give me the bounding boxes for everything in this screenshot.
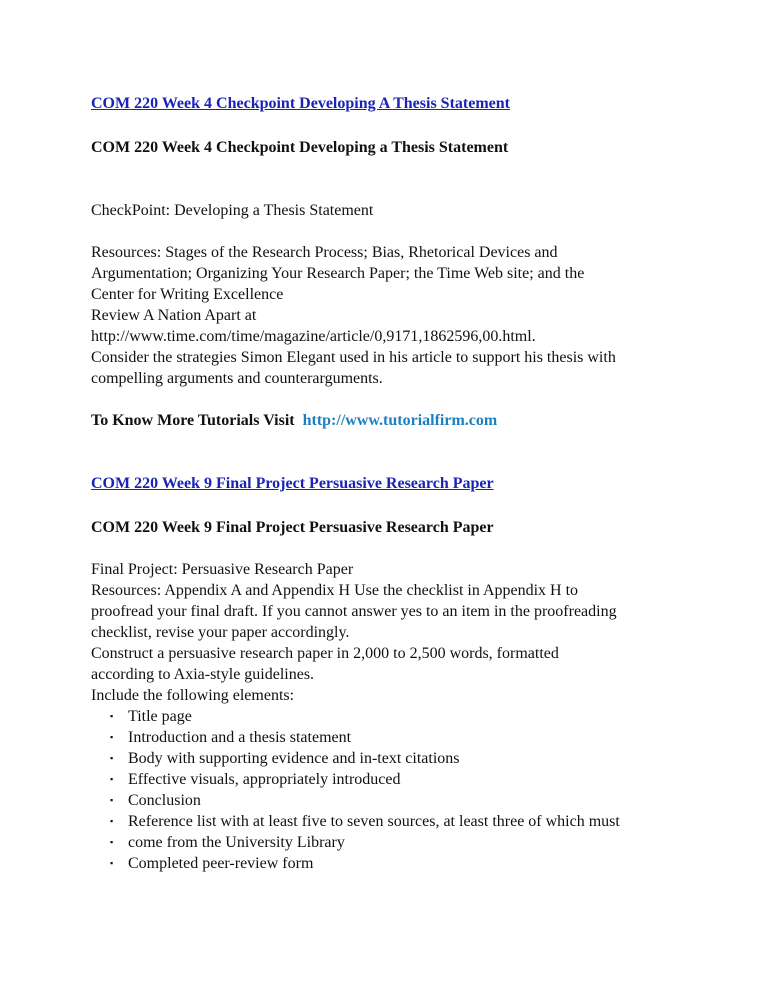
week9-body-paragraph [91, 559, 681, 706]
document-content [91, 93, 681, 874]
paragraph-line: according to Axia-style guidelines. [91, 666, 315, 683]
paragraph-line: Include the following elements: [91, 687, 295, 704]
bullet-icon: ▪ [110, 837, 114, 847]
list-item: ▪ Body with supporting evidence and in-text citations [110, 750, 460, 767]
list-item: ▪ Title page [110, 708, 192, 725]
paragraph-line: Resources: Appendix A and Appendix H Use the checklist in Appendix H to [91, 582, 579, 599]
bullet-icon: ▪ [110, 711, 114, 721]
paragraph-line: proofread your final draft. If you cannot answer yes to an item in the proofreading [91, 603, 617, 620]
week4-title-link[interactable]: COM 220 Week 4 Checkpoint Developing A Thesis Statement [91, 95, 510, 112]
bullet-icon: ▪ [110, 816, 114, 826]
paragraph-line: Construct a persuasive research paper in 2,000 to 2,500 words, formatted [91, 645, 559, 662]
list-item: ▪ Effective visuals, appropriately introduced [110, 771, 401, 788]
visit-label: To Know More Tutorials Visit [91, 412, 295, 429]
bullet-icon: ▪ [110, 858, 114, 868]
list-item: ▪ Introduction and a thesis statement [110, 729, 352, 746]
paragraph-line: Review A Nation Apart at [91, 307, 257, 324]
tutorials-visit-line [91, 410, 681, 431]
list-item: ▪ Reference list with at least five to seven sources, at least three of which must [110, 813, 620, 830]
bullet-icon: ▪ [110, 753, 114, 763]
bullet-icon: ▪ [110, 732, 114, 742]
week4-bold-title: COM 220 Week 4 Checkpoint Developing a Thesis Statement [91, 139, 509, 156]
bullet-icon: ▪ [110, 795, 114, 805]
week4-subheading: CheckPoint: Developing a Thesis Statement [91, 202, 374, 219]
paragraph-line: Argumentation; Organizing Your Research Paper; the Time Web site; and the [91, 265, 585, 282]
tutorialfirm-link[interactable]: http://www.tutorialfirm.com [302, 412, 498, 429]
week9-bold-title: COM 220 Week 9 Final Project Persuasive Research Paper [91, 519, 494, 536]
paragraph-line: Center for Writing Excellence [91, 286, 284, 303]
week4-resources-paragraph [91, 242, 681, 389]
list-item: ▪ Completed peer-review form [110, 855, 314, 872]
list-item: ▪ Conclusion [110, 792, 201, 809]
paragraph-line: Resources: Stages of the Research Process; Bias, Rhetorical Devices and [91, 244, 558, 261]
paragraph-line: Final Project: Persuasive Research Paper [91, 561, 354, 578]
bullet-icon: ▪ [110, 774, 114, 784]
paragraph-line: Consider the strategies Simon Elegant used in his article to support his thesis with [91, 349, 616, 366]
elements-bullet-list [91, 706, 681, 874]
paragraph-line: compelling arguments and counterarguments. [91, 370, 383, 387]
article-url-line: http://www.time.com/time/magazine/article/0,9171,1862596,00.html. [91, 328, 536, 345]
paragraph-line: checklist, revise your paper accordingly. [91, 624, 350, 641]
list-item: ▪ come from the University Library [110, 834, 345, 851]
week9-title-link[interactable]: COM 220 Week 9 Final Project Persuasive Research Paper [91, 475, 494, 492]
